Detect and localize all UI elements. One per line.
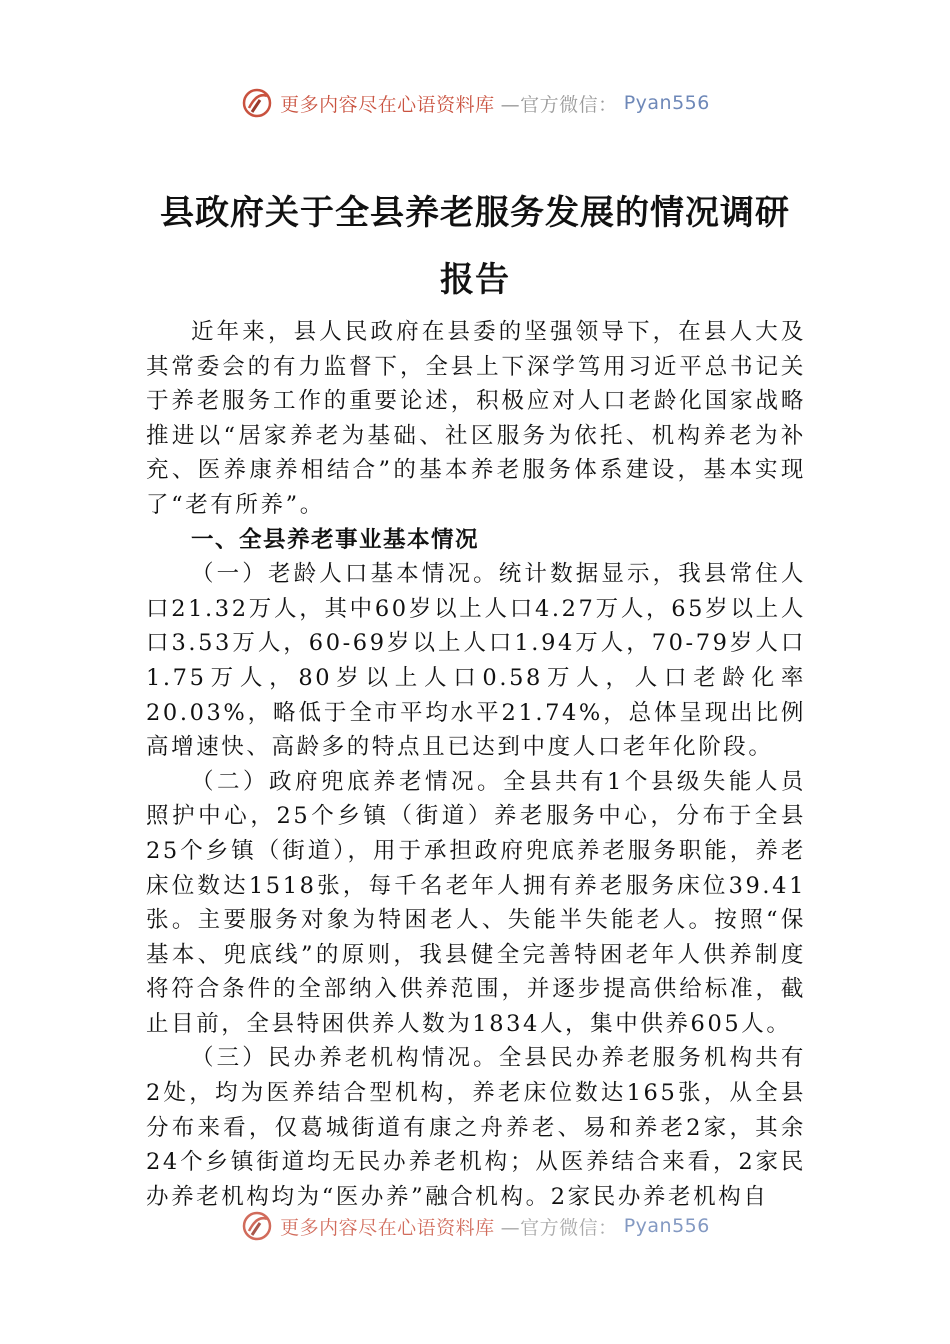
paragraph-elderly-population: （一）老龄人口基本情况。统计数据显示，我县常住人口21.32万人，其中60岁以上人口4.27万人，65岁以上人口3.53万人，60-69岁以上人口1.94万人，70-79岁人口1.75万人，80岁以上人口0.58万人，人口老龄化率20.03%，略低于全市平均水平21.74%，总体呈现出比例高增速快、高龄多的特点且已达到中度人口老年化阶段。 [146,561,806,761]
watermark-wechat-label: —官方微信： [500,1216,618,1239]
paragraph-private-institutions: （三）民办养老机构情况。全县民办养老服务机构共有2处，均为医养结合型机构，养老床位数达165张，从全县分布来看，仅葛城街道有康之舟养老、易和养老2家，其余24个乡镇街道均无民办养老机构；从医养结合来看，2家民办养老机构均为“医办养”融合机构。2家民办养老机构自 [146,1045,806,1210]
brand-logo-icon [240,86,274,120]
section-heading: 一、全县养老事业基本情况 [191,526,480,553]
watermark-wechat-id: Pyan556 [623,92,710,114]
watermark-brand-text: 更多内容尽在心语资料库 [280,1216,495,1239]
watermark-wechat-label: —官方微信： [500,93,618,116]
document-body [146,315,806,1214]
document-title-line-1: 县政府关于全县养老服务发展的情况调研 [160,193,790,233]
watermark-wechat-id: Pyan556 [623,1215,710,1237]
brand-logo-icon [240,1209,274,1243]
watermark-header [0,86,950,120]
paragraph-government-care: （二）政府兜底养老情况。全县共有1个县级失能人员照护中心，25个乡镇（街道）养老服务中心，分布于全县25个乡镇（街道），用于承担政府兜底养老服务职能，养老床位数达1518张，每千名老年人拥有养老服务床位39.41张。主要服务对象为特困老人、失能半失能老人。按照“保基本、兜底线”的原则，我县健全完善特困老年人供养制度将符合条件的全部纳入供养范围，并逐步提高供给标准，截止目前，全县特困供养人数为1834人，集中供养605人。 [146,768,806,1037]
watermark-footer [0,1209,950,1243]
document-title-line-2: 报告 [440,260,510,300]
intro-paragraph: 近年来，县人民政府在县委的坚强领导下，在县人大及其常委会的有力监督下，全县上下深学笃用习近平总书记关于养老服务工作的重要论述，积极应对人口老龄化国家战略推进以“居家养老为基础、社区服务为依托、机构养老为补充、医养康养相结合”的基本养老服务体系建设，基本实现了“老有所养”。 [146,319,806,518]
watermark-brand-text: 更多内容尽在心语资料库 [280,93,495,116]
